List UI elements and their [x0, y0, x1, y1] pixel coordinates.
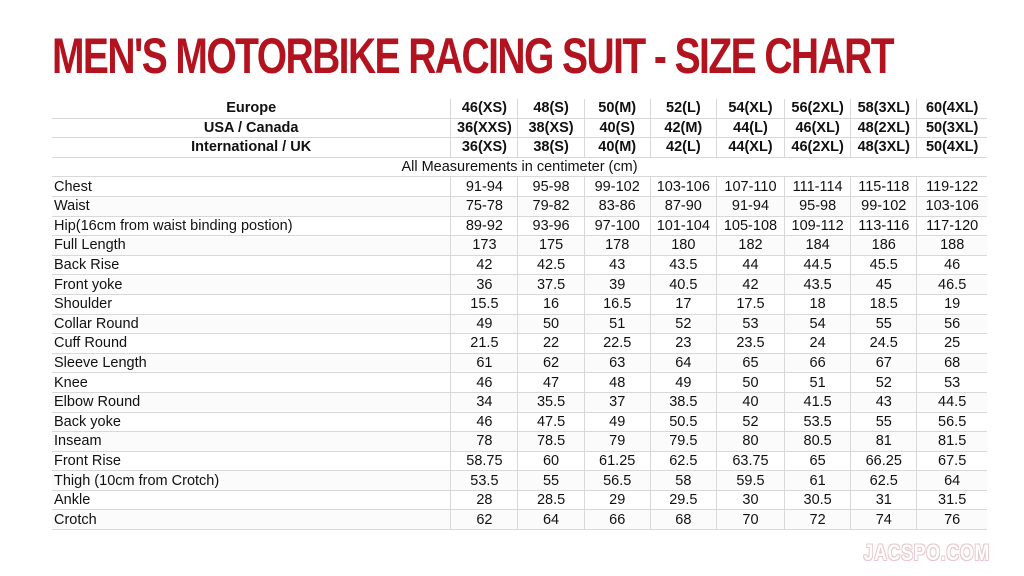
measurement-value: 41.5 [785, 392, 851, 412]
table-row [52, 275, 987, 295]
measurement-value: 54 [785, 314, 851, 334]
measurement-value: 61 [451, 353, 518, 373]
size-header-cell: 52(L) [650, 99, 716, 118]
size-system-label: USA / Canada [52, 118, 451, 138]
measurement-label: Hip(16cm from waist binding postion) [52, 216, 451, 236]
measurement-value: 28.5 [518, 490, 584, 510]
measurement-value: 52 [851, 373, 917, 393]
measurement-value: 105-108 [716, 216, 784, 236]
measurement-value: 56.5 [917, 412, 987, 432]
measurement-value: 68 [917, 353, 987, 373]
measurement-label: Crotch [52, 510, 451, 530]
size-header-cell: 54(XL) [716, 99, 784, 118]
measurement-value: 101-104 [650, 216, 716, 236]
measurement-value: 39 [584, 275, 650, 295]
measurement-value: 50 [716, 373, 784, 393]
measurement-value: 52 [650, 314, 716, 334]
measurement-value: 63.75 [716, 451, 784, 471]
measurement-value: 74 [851, 510, 917, 530]
table-row [52, 294, 987, 314]
measurement-value: 56.5 [584, 471, 650, 491]
measurement-value: 97-100 [584, 216, 650, 236]
measurement-value: 180 [650, 236, 716, 256]
size-chart-table [52, 99, 987, 530]
measurement-value: 81 [851, 432, 917, 452]
size-header-cell: 46(2XL) [785, 138, 851, 158]
measurement-value: 16 [518, 294, 584, 314]
measurement-value: 58.75 [451, 451, 518, 471]
table-row [52, 216, 987, 236]
measurement-value: 62.5 [851, 471, 917, 491]
measurement-value: 89-92 [451, 216, 518, 236]
measurement-value: 31.5 [917, 490, 987, 510]
size-header-cell: 48(2XL) [851, 118, 917, 138]
size-system-label: International / UK [52, 138, 451, 158]
measurement-label: Ankle [52, 490, 451, 510]
measurement-value: 40.5 [650, 275, 716, 295]
measurement-value: 79.5 [650, 432, 716, 452]
measurement-value: 119-122 [917, 177, 987, 197]
measurement-value: 184 [785, 236, 851, 256]
measurement-value: 62 [518, 353, 584, 373]
measurement-value: 111-114 [785, 177, 851, 197]
measurement-value: 53.5 [785, 412, 851, 432]
measurement-value: 29 [584, 490, 650, 510]
measurement-value: 65 [785, 451, 851, 471]
measurement-value: 72 [785, 510, 851, 530]
size-header-cell: 44(XL) [716, 138, 784, 158]
size-header-cell: 36(XXS) [451, 118, 518, 138]
measurement-value: 91-94 [716, 196, 784, 216]
measurement-note: All Measurements in centimeter (cm) [52, 157, 987, 177]
measurement-value: 62.5 [650, 451, 716, 471]
measurement-value: 50 [518, 314, 584, 334]
measurement-value: 17.5 [716, 294, 784, 314]
measurement-value: 35.5 [518, 392, 584, 412]
measurement-value: 53 [917, 373, 987, 393]
measurement-value: 44.5 [917, 392, 987, 412]
measurement-label: Sleeve Length [52, 353, 451, 373]
measurement-value: 40 [716, 392, 784, 412]
measurement-label: Front yoke [52, 275, 451, 295]
measurement-value: 68 [650, 510, 716, 530]
measurement-value: 66 [785, 353, 851, 373]
measurement-label: Thigh (10cm from Crotch) [52, 471, 451, 491]
measurement-value: 42.5 [518, 255, 584, 275]
measurement-value: 42 [451, 255, 518, 275]
measurement-label: Chest [52, 177, 451, 197]
measurement-value: 173 [451, 236, 518, 256]
measurement-label: Front Rise [52, 451, 451, 471]
table-row [52, 432, 987, 452]
measurement-value: 34 [451, 392, 518, 412]
measurement-value: 38.5 [650, 392, 716, 412]
measurement-value: 188 [917, 236, 987, 256]
measurement-value: 45 [851, 275, 917, 295]
measurement-value: 81.5 [917, 432, 987, 452]
measurement-value: 70 [716, 510, 784, 530]
measurement-value: 37 [584, 392, 650, 412]
measurement-value: 59.5 [716, 471, 784, 491]
measurement-value: 55 [851, 412, 917, 432]
measurement-value: 64 [650, 353, 716, 373]
size-header-cell: 36(XS) [451, 138, 518, 158]
measurement-value: 80 [716, 432, 784, 452]
measurement-value: 16.5 [584, 294, 650, 314]
measurement-value: 36 [451, 275, 518, 295]
size-header-cell: 48(3XL) [851, 138, 917, 158]
size-header-row [52, 99, 987, 118]
measurement-value: 46 [917, 255, 987, 275]
size-header-cell: 38(S) [518, 138, 584, 158]
size-header-cell: 50(4XL) [917, 138, 987, 158]
measurement-value: 78.5 [518, 432, 584, 452]
measurement-value: 21.5 [451, 334, 518, 354]
measurement-value: 182 [716, 236, 784, 256]
measurement-value: 52 [716, 412, 784, 432]
size-header-cell: 46(XS) [451, 99, 518, 118]
measurement-value: 37.5 [518, 275, 584, 295]
size-header-cell: 40(M) [584, 138, 650, 158]
measurement-value: 30.5 [785, 490, 851, 510]
measurement-value: 103-106 [917, 196, 987, 216]
measurement-value: 80.5 [785, 432, 851, 452]
measurement-value: 91-94 [451, 177, 518, 197]
size-header-cell: 50(3XL) [917, 118, 987, 138]
measurement-label: Shoulder [52, 294, 451, 314]
size-header-cell: 58(3XL) [851, 99, 917, 118]
measurement-value: 46 [451, 373, 518, 393]
size-header-cell: 50(M) [584, 99, 650, 118]
size-header-cell: 42(M) [650, 118, 716, 138]
measurement-value: 67 [851, 353, 917, 373]
table-row [52, 490, 987, 510]
measurement-value: 99-102 [851, 196, 917, 216]
size-system-label: Europe [52, 99, 451, 118]
table-row [52, 236, 987, 256]
size-header-cell: 40(S) [584, 118, 650, 138]
measurement-value: 46.5 [917, 275, 987, 295]
measurement-value: 51 [785, 373, 851, 393]
measurement-value: 103-106 [650, 177, 716, 197]
measurement-value: 62 [451, 510, 518, 530]
size-header-cell: 38(XS) [518, 118, 584, 138]
measurement-value: 79-82 [518, 196, 584, 216]
measurement-value: 67.5 [917, 451, 987, 471]
measurement-value: 29.5 [650, 490, 716, 510]
measurement-label: Cuff Round [52, 334, 451, 354]
table-row [52, 412, 987, 432]
measurement-value: 175 [518, 236, 584, 256]
size-header-cell: 42(L) [650, 138, 716, 158]
table-row [52, 510, 987, 530]
measurement-label: Full Length [52, 236, 451, 256]
size-header-cell: 46(XL) [785, 118, 851, 138]
measurement-label: Back Rise [52, 255, 451, 275]
measurement-value: 95-98 [518, 177, 584, 197]
measurement-value: 48 [584, 373, 650, 393]
measurement-value: 65 [716, 353, 784, 373]
measurement-value: 43.5 [785, 275, 851, 295]
measurement-value: 30 [716, 490, 784, 510]
measurement-value: 19 [917, 294, 987, 314]
measurement-value: 83-86 [584, 196, 650, 216]
measurement-value: 56 [917, 314, 987, 334]
measurement-label: Waist [52, 196, 451, 216]
measurement-value: 64 [518, 510, 584, 530]
measurement-value: 22.5 [584, 334, 650, 354]
measurement-label: Elbow Round [52, 392, 451, 412]
table-row [52, 471, 987, 491]
measurement-value: 51 [584, 314, 650, 334]
measurement-label: Knee [52, 373, 451, 393]
measurement-value: 25 [917, 334, 987, 354]
table-row [52, 373, 987, 393]
measurement-value: 75-78 [451, 196, 518, 216]
measurement-value: 24.5 [851, 334, 917, 354]
page-title: MEN'S MOTORBIKE RACING SUIT - SIZE CHART [52, 28, 893, 84]
measurement-value: 60 [518, 451, 584, 471]
measurement-label: Inseam [52, 432, 451, 452]
measurement-value: 15.5 [451, 294, 518, 314]
size-header-cell: 48(S) [518, 99, 584, 118]
measurement-value: 66.25 [851, 451, 917, 471]
measurement-value: 58 [650, 471, 716, 491]
measurement-value: 43 [851, 392, 917, 412]
table-row [52, 314, 987, 334]
measurement-value: 44 [716, 255, 784, 275]
measurement-value: 64 [917, 471, 987, 491]
measurement-value: 53 [716, 314, 784, 334]
measurement-value: 115-118 [851, 177, 917, 197]
measurement-value: 45.5 [851, 255, 917, 275]
measurement-value: 47.5 [518, 412, 584, 432]
measurement-value: 63 [584, 353, 650, 373]
measurement-value: 17 [650, 294, 716, 314]
table-row [52, 255, 987, 275]
measurement-value: 99-102 [584, 177, 650, 197]
size-chart-body [52, 99, 987, 530]
size-header-cell: 44(L) [716, 118, 784, 138]
measurement-value: 43.5 [650, 255, 716, 275]
measurement-value: 44.5 [785, 255, 851, 275]
size-header-cell: 56(2XL) [785, 99, 851, 118]
table-row [52, 353, 987, 373]
measurement-value: 50.5 [650, 412, 716, 432]
measurement-value: 61.25 [584, 451, 650, 471]
measurement-value: 23 [650, 334, 716, 354]
measurement-value: 55 [518, 471, 584, 491]
measurement-value: 49 [584, 412, 650, 432]
size-header-row [52, 118, 987, 138]
measurement-value: 53.5 [451, 471, 518, 491]
measurement-value: 49 [650, 373, 716, 393]
measurement-value: 49 [451, 314, 518, 334]
measurement-value: 109-112 [785, 216, 851, 236]
measurement-value: 95-98 [785, 196, 851, 216]
measurement-value: 78 [451, 432, 518, 452]
measurement-value: 47 [518, 373, 584, 393]
table-row [52, 334, 987, 354]
measurement-value: 43 [584, 255, 650, 275]
size-header-row [52, 138, 987, 158]
measurement-note-row [52, 157, 987, 177]
measurement-value: 31 [851, 490, 917, 510]
table-row [52, 392, 987, 412]
measurement-value: 113-116 [851, 216, 917, 236]
measurement-value: 186 [851, 236, 917, 256]
measurement-value: 18 [785, 294, 851, 314]
measurement-value: 42 [716, 275, 784, 295]
measurement-label: Collar Round [52, 314, 451, 334]
measurement-value: 22 [518, 334, 584, 354]
size-header-cell: 60(4XL) [917, 99, 987, 118]
measurement-value: 117-120 [917, 216, 987, 236]
table-row [52, 451, 987, 471]
measurement-value: 87-90 [650, 196, 716, 216]
table-row [52, 177, 987, 197]
measurement-value: 76 [917, 510, 987, 530]
watermark: JACSPO.COM [863, 540, 990, 565]
measurement-value: 24 [785, 334, 851, 354]
measurement-value: 23.5 [716, 334, 784, 354]
measurement-value: 107-110 [716, 177, 784, 197]
measurement-label: Back yoke [52, 412, 451, 432]
measurement-value: 46 [451, 412, 518, 432]
measurement-value: 66 [584, 510, 650, 530]
measurement-value: 28 [451, 490, 518, 510]
measurement-value: 55 [851, 314, 917, 334]
measurement-value: 18.5 [851, 294, 917, 314]
measurement-value: 61 [785, 471, 851, 491]
table-row [52, 196, 987, 216]
measurement-value: 93-96 [518, 216, 584, 236]
measurement-value: 79 [584, 432, 650, 452]
measurement-value: 178 [584, 236, 650, 256]
